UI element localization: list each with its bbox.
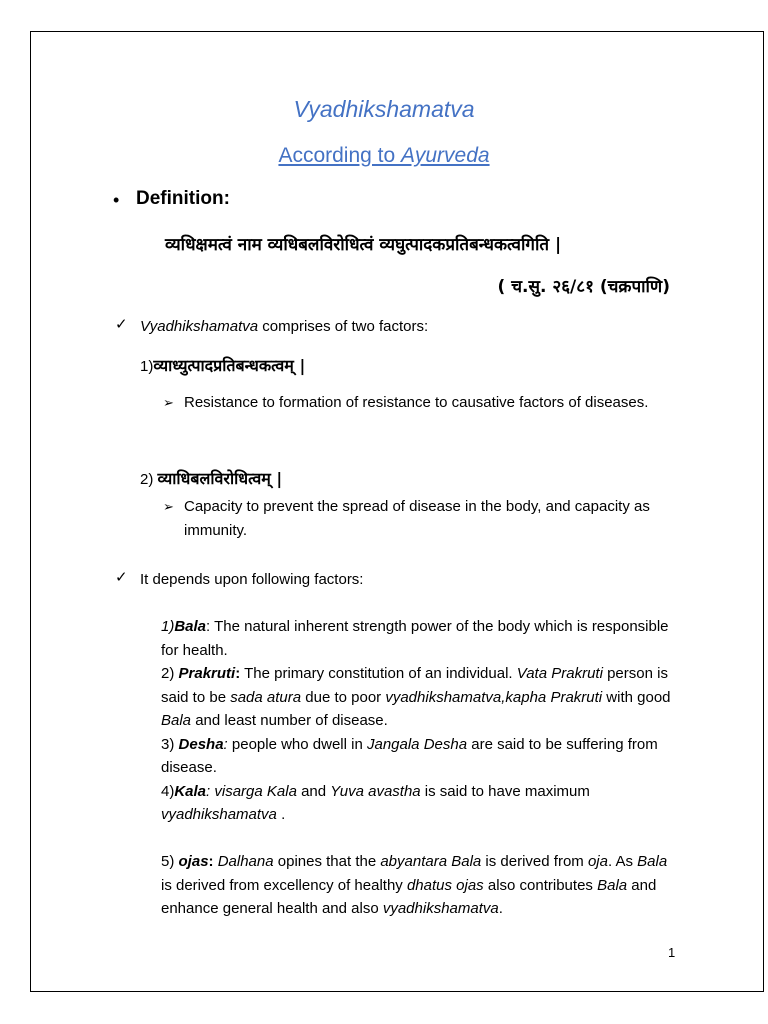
item-sanskrit: व्याध्युत्पादप्रतिबन्धकत्वम् | [153,356,306,375]
item-sanskrit: व्याधिबलविरोधित्वम् | [157,469,283,488]
arrow-bullet-icon: ➢ [163,395,174,410]
definition-label: Definition: [136,188,230,209]
spacer [161,827,681,851]
factor-desha: 3) Desha: people who dwell in Jangala Desha are said to be suffering from disease. [161,735,658,776]
page-number: 1 [668,945,676,960]
factor-list-2-body [161,615,681,921]
factor-item-2-description: Capacity to prevent the spread of disease in the body, and capacity as immunity. [184,498,650,539]
factor-bala: 1)Bala: The natural inherent strength power of the body which is responsible for health. [161,618,669,659]
check-icon: ✓ [115,316,128,333]
definition-sanskrit: व्यधिक्षमत्वं नाम व्यधिबलविरोधित्वं व्यघुत्पादकप्रतिबन्धकत्वगिति | [165,235,562,255]
factor-list-1-lead [140,315,428,339]
factor-item-1 [140,354,305,376]
item-number: 2) [140,471,158,488]
definition-reference: ( च.सु. २६/८१ (चक्रपाणि) [497,277,670,297]
factor-item-2 [140,467,282,489]
item-number: 1) [140,358,154,375]
lead-italic: Vyadhikshamatva [140,318,259,335]
page-title: Vyadhikshamatva [293,96,475,122]
arrow-bullet-icon: ➢ [163,499,174,514]
definition-bullet: • [113,190,120,210]
check-icon: ✓ [115,569,128,586]
factor-prakruti: 2) Prakruti: The primary constitution of an individual. Vata Prakruti person is said to be sada atura due to poor vyadhikshamatva,kapha Prakruti with good Bala and least number of disease. [161,665,671,729]
factor-item-1-description: Resistance to formation of resistance to causative factors of diseases. [184,394,649,411]
subtitle-prefix: According to [278,144,402,167]
page-subtitle [0,144,768,168]
factor-kala: 4)Kala: visarga Kala and Yuva avastha is said to have maximum vyadhikshamatva . [161,782,590,823]
subtitle-italic: Ayurveda [401,144,490,167]
factor-list-2-lead: It depends upon following factors: [140,571,364,588]
factor-ojas: 5) ojas: Dalhana opines that the abyantara Bala is derived from oja. As Bala is derived from excellency of healthy dhatus ojas also contributes Bala and enhance general health and also vyadhikshamatva. [161,853,668,917]
lead-rest: comprises of two factors: [258,318,429,335]
